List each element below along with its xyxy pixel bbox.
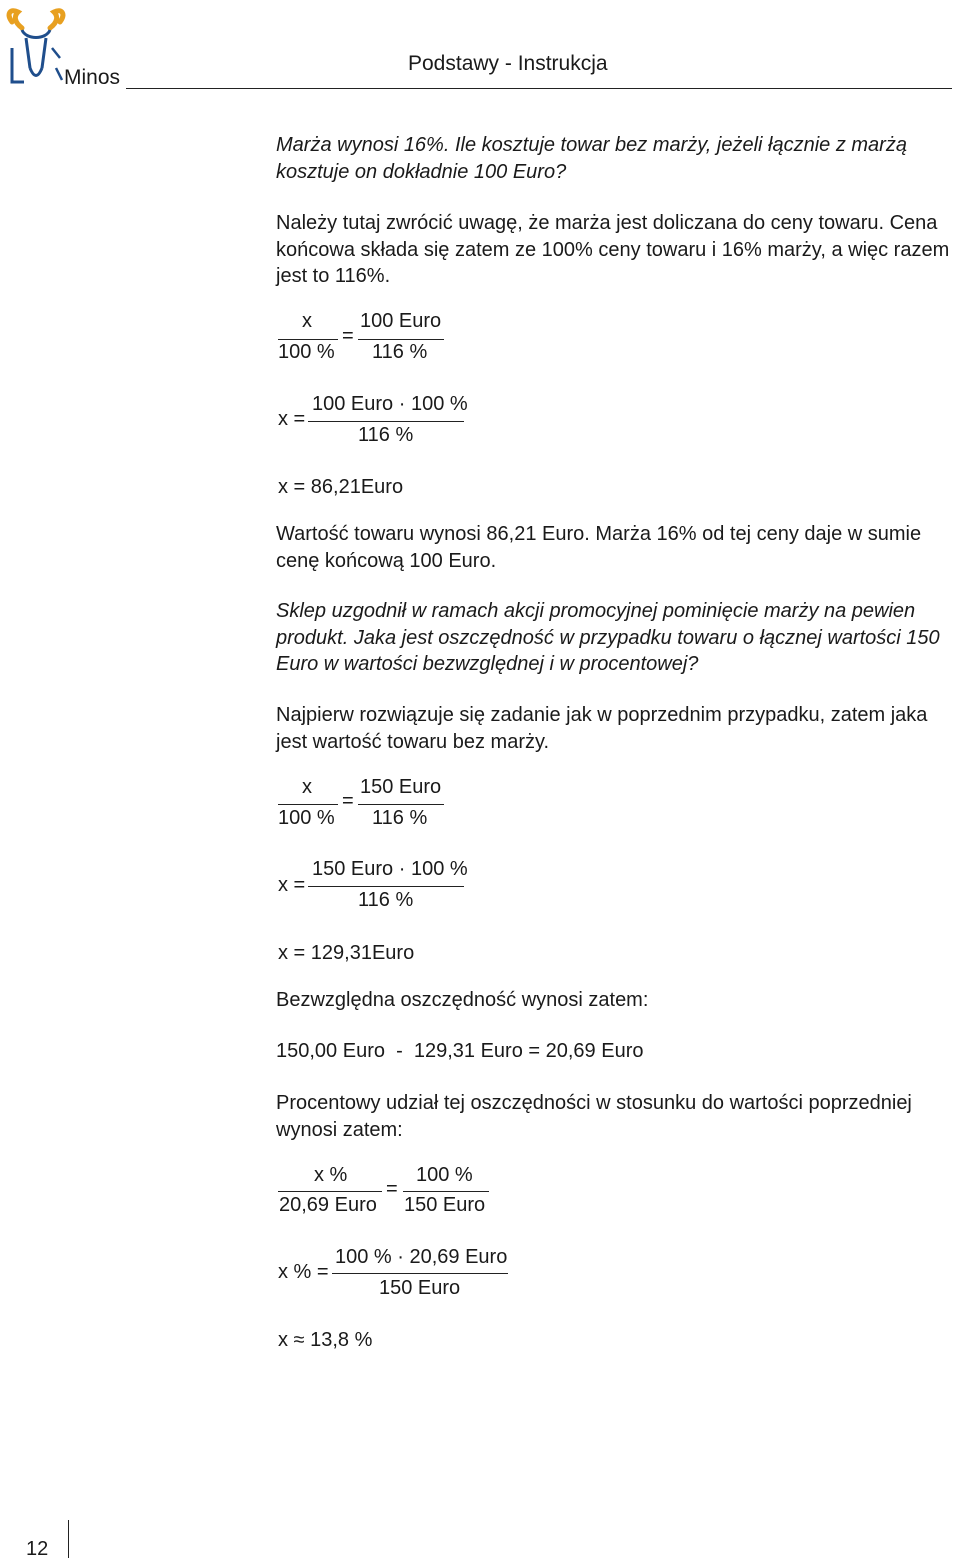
percent-savings-label: Procentowy udział tej oszczędności w stosunku do wartości poprzedniej wynosi zatem: xyxy=(276,1092,912,1141)
brand-name: Minos xyxy=(64,66,121,89)
eq4a-num-right: 150 Euro xyxy=(360,776,442,798)
eq1-num-left: x xyxy=(302,310,312,332)
eq4a-equals: = xyxy=(342,790,354,812)
eq4a-den-left: 100 % xyxy=(278,807,335,829)
explanation-1: Należy tutaj zwrócić uwagę, że marża jest doliczana do ceny towaru. Cena końcowa składa się zatem ze 100% ceny towaru i 16% marży, a więc razem jest to 116%. xyxy=(276,212,950,287)
eq7-den: 150 Euro xyxy=(379,1277,461,1299)
eq1-equals: = xyxy=(342,325,354,347)
page-number: 12 xyxy=(26,1538,49,1560)
absolute-savings-calc: 150,00 Euro - 129,31 Euro = 20,69 Euro xyxy=(276,1040,644,1062)
equation-1-result: x = 86,21Euro xyxy=(278,476,404,498)
eq1-den-left: 100 % xyxy=(278,341,335,363)
eq6-den-left: 20,69 Euro xyxy=(279,1194,377,1216)
eq2-lhs: x = xyxy=(278,408,306,430)
eq6-bar-left xyxy=(278,1191,382,1192)
eq6-num-right: 100 % xyxy=(416,1164,473,1186)
header-divider xyxy=(126,88,952,89)
eq5a-num: 150 Euro · 100 % xyxy=(312,858,468,880)
eq5a-bar xyxy=(308,886,464,887)
eq6-equals: = xyxy=(386,1178,398,1200)
eq5a-den: 116 % xyxy=(358,889,414,911)
minos-bull-logo xyxy=(4,8,68,90)
eq5a-lhs: x = xyxy=(278,874,306,896)
eq4a-den-right: 116 % xyxy=(372,807,428,829)
explanation-2: Najpierw rozwiązuje się zadanie jak w poprzednim przypadku, zatem jaka jest wartość towaru bez marży. xyxy=(276,704,928,753)
summary-1: Wartość towaru wynosi 86,21 Euro. Marża 16% od tej ceny daje w sumie cenę końcową 100 Euro. xyxy=(276,523,922,572)
eq2-num: 100 Euro · 100 % xyxy=(312,393,468,415)
eq2-den: 116 % xyxy=(358,424,414,446)
eq7-bar xyxy=(332,1273,508,1274)
absolute-savings-label: Bezwzględna oszczędność wynosi zatem: xyxy=(276,989,649,1011)
question-1: Marża wynosi 16%. Ile kosztuje towar bez marży, jeżeli łącznie z marżą kosztuje on dokładnie 100 Euro? xyxy=(276,134,907,183)
eq1-num-right: 100 Euro xyxy=(360,310,442,332)
eq4a-num-left: x xyxy=(302,776,312,798)
eq2-bar xyxy=(308,421,464,422)
document-title: Podstawy - Instrukcja xyxy=(408,52,608,75)
eq1-bar-left xyxy=(278,339,338,340)
equation-3-result: x ≈ 13,8 % xyxy=(278,1329,373,1351)
eq1-den-right: 116 % xyxy=(372,341,428,363)
eq6-bar-right xyxy=(403,1191,489,1192)
footer-divider xyxy=(68,1520,69,1558)
eq4a-bar-left xyxy=(278,804,338,805)
eq7-lhs: x % = xyxy=(278,1261,329,1283)
eq7-num: 100 % · 20,69 Euro xyxy=(335,1246,508,1268)
equation-2-result: x = 129,31Euro xyxy=(278,942,415,964)
eq6-num-left: x % xyxy=(314,1164,348,1186)
eq6-den-right: 150 Euro xyxy=(404,1194,486,1216)
question-2: Sklep uzgodnił w ramach akcji promocyjnej pominięcie marży na pewien produkt. Jaka jest oszczędność w przypadku towaru o łącznej wartości 150 Euro w wartości bezwzględnej i w procentowej? xyxy=(276,600,940,675)
eq4a-bar-right xyxy=(358,804,444,805)
eq1-bar-right xyxy=(358,339,444,340)
